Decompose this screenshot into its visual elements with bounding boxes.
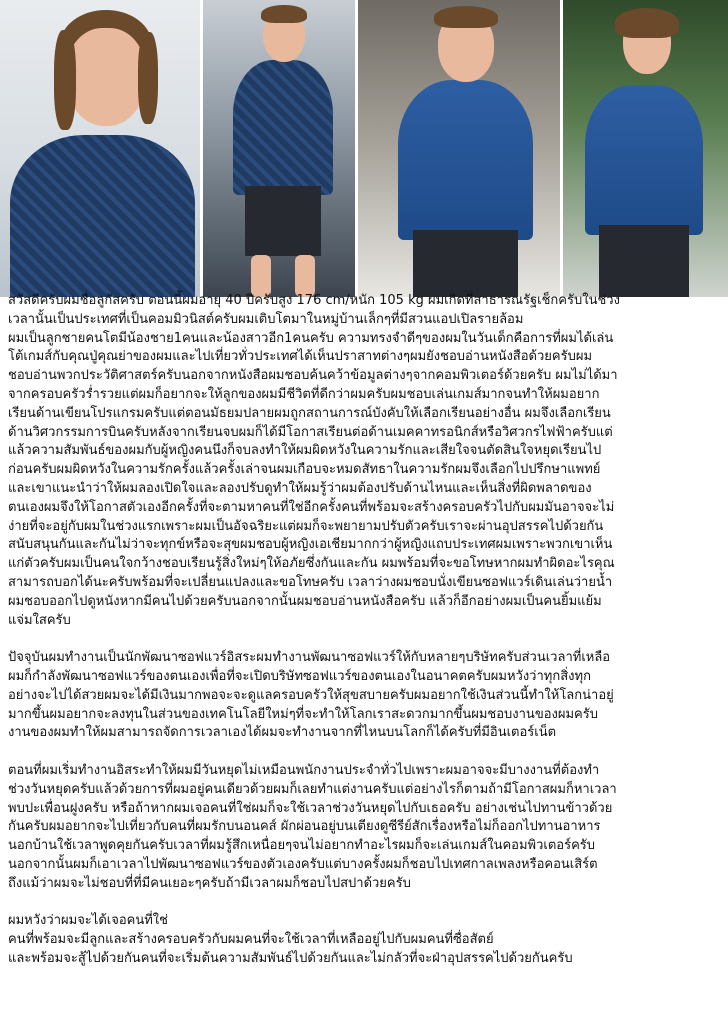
profile-photo-3	[358, 0, 560, 297]
photo-strip	[0, 0, 728, 297]
profile-text	[8, 292, 720, 969]
free-time-paragraph: ตอนที่ผมเริ่มทำงานอิสระทำให้ผมมีวันหยุดไม่เหมือนพนักงานประจำทั่วไปเพราะผมอาจจะมีบางงานที่ต้องทำ ช่วงวันหยุดครับแล้วด้วยการที่ผมอยู่คนเดียวด้วยผมก็เลยทำแต่งานครับแต่อย่างไรก็ตามถ้ามีโอกาสผมก็หาเวลา พบปะเพื่อนฝูงครับ หรือถ้าหากผมเจอคนที่ใช่ผมก็จะใช้เวลาช่วงวันหยุดไปกับเธอครับ อย่างเช่นไปทานข้าวด้วย กันครับผมอยากจะไปเที่ยวกับคนที่ผมรักบนอนคส์ ผักผ่อนอยู่บนเตียงดูซีรีย์สักเรื่องหรือไม่ก็ออกไปทานอาหาร นอกบ้านใช้เวลาพูดคุยกันครับเวลาที่ผมรู้สึกเหนื่อยๆจนไม่อยากทำอะไรผมก็จะเล่นเกมส์ในคอมพิวเตอร์ครับ นอกจากนั้นผมก็เอาเวลาไปพัฒนาซอฟแวร์ของตัวเองครับแต่บางครั้งผมก็ชอบไปเทศกาลเพลงหรือคอนเสิร์ต ถึงแม้ว่าผมจะไม่ชอบที่ที่มีคนเยอะๆครับถ้ามีเวลาผมก็ชอบไปสปาด้วยครับ	[8, 762, 617, 891]
profile-photo-4	[563, 0, 728, 297]
closing-paragraph: ผมหวังว่าผมจะได้เจอคนที่ใช่ คนที่พร้อมจะมีลูกและสร้างครอบครัวกับผมคนที่จะใช้เวลาที่เหลืออยู่ไปกับผมคนที่ซื่อสัตย์ และพร้อมจะสู้ไปด้วยกันคนที่จะเริ่มต้นความสัมพันธ์ไปด้วยกันและไม่กลัวที่จะฝ่าอุปสรรคไปด้วยกันครับ	[8, 913, 573, 966]
work-paragraph: ปัจจุบันผมทำงานเป็นนักพัฒนาซอฟแวร์อิสระผมทำงานพัฒนาซอฟแวร์ให้กับหลายๆบริษัทครับส่วนเวลาที่เหลือ ผมก็กำลังพัฒนาซอฟแวร์ของตนเองเพื่อที่จะเปิดบริษัทซอฟแวร์ของตนเองในอนาคตครับผมหวังว่าทุกสิ่งทุก อย่างจะไปได้สวยผมจะได้มีเงินมากพอจะจะดูแลครอบครัวให้สุขสบายครับผมอยากใช้เงินส่วนนี้ทำให้โลกน่าอยู่ มากขึ้นผมอยากจะลงทุนในส่วนของเทคโนโลยีใหม่ๆที่จะทำให้โลกเราสะดวกมากขึ้นผมชอบงานของผมครับ งานของผมทำให้ผมสามารถจัดการเวลาเองได้ผมจะทำงานจากที่ไหนบนโลกก็ได้ครับที่มีอินเตอร์เน็ต	[8, 650, 614, 741]
profile-photo-2	[203, 0, 355, 297]
intro-paragraph: สวัสดีครับผมชื่อลูกัสครับ ตอนนี้ผมอายุ 40 ปีครับสูง 176 cm/หนัก 105 kg ผมเกิดที่สาธารณรัฐเช็กครับในช่วง เวลานั้นเป็นประเทศที่เป็นคอมมิวนิสต์ครับผมเติบโตมาในหมู่บ้านเล็กๆที่มีสวนแอปเปิลรายล้อม ผมเป็นลูกชายคนโตมีน้องชาย1คนและน้องสาวอีก1คนครับ ความทรงจำดีๆของผมในวันเด็กคือการที่ผมได้เล่น โต้เกมส์กับคุณปู่คุณย่าของผมและไปเที่ยวทั่วประเทศได้เห็นปราสาทต่างๆผมยังชอบอ่านหนังสือด้วยครับผม ชอบอ่านพวกประวัติศาสตร์ครับนอกจากหนังสือผมชอบค้นคว้าข้อมูลต่างๆจากคอมพิวเตอร์ด้วยครับ ผมไม่ได้มา จากครอบครัวร่ำรวยแต่ผมก็อยากจะให้ลูกของผมมีชีวิตที่ดีกว่าผมครับผมชอบเล่นเกมส์มากจนทำให้ผมอยาก เรียนด้านเขียนโปรแกรมครับแต่ตอนมัธยมปลายผมถูกสถานการณ์บังคับให้เลือกเรียนอย่างอื่น ผมจึงเลือกเรียน ด้านวิศวกรรมการบินครับหลังจากเรียนจบผมก็ได้มีโอกาสเรียนต่อด้านเมคคาทรอนิกส์หรือวิศวกรไฟฟ้าครับแต่ แล้วความสัมพันธ์ของผมกับผู้หญิงคนนึงก็จบลงทำให้ผมผิดหวังในความรักและเสียใจจนตัดสินใจหยุดเรียนไป ก่อนครับผมผิดหวังในความรักครั้งแล้วครั้งเล่าจนผมเกือบจะหมดสัทธาในความรักผมจึงเลือกไปปรึกษาแพทย์ และเขาแนะนำว่าให้ผมลองเปิดใจและลองปรับดูทำให้ผมรู้ว่าผมต้องปรับด้านไหนและเห็นสิ่งที่ผิดพลาดของ ตนเองผมจึงให้โอกาสตัวเองอีกครั้งที่จะตามหาคนที่ใช่อีกครั้งคนที่พร้อมจะสร้างครอบครัวไปกับผมมันอาจจะไม่ ง่ายที่จะอยู่กับผมในช่วงแรกเพราะผมเป็นอัจฉริยะแต่ผมก็จะพยายามปรับตัวครับเราจะผ่านอุปสรรคไปด้วยกัน สนับสนุนกันและกันไม่ว่าจะทุกข์หรือจะสุขผมชอบผู้หญิงเอเชียมากกว่าผู้หญิงแถบประเทศผมเพราะพวกเขาเห็น แก่ตัวครับผมเป็นคนใจกว้างชอบเรียนรู้สิ่งใหม่ๆให้อภัยซึ่งกันและกัน ผมพร้อมที่จะขอโทษหากผมทำผิดอะไรคุณ สามารถบอกได้นะครับพร้อมที่จะเปลี่ยนแปลงและขอโทษครับ เวลาว่างผมชอบนั่งเขียนซอฟแวร์เดินเล่นว่ายน้ำ ผมชอบออกไปดูหนังหากมีคนไปด้วยครับนอกจากนั้นผมชอบอ่านหนังสือครับ แล้วก็อีกอย่างผมเป็นคนยิ้มแย้ม แจ่มใสครับ	[8, 293, 620, 628]
profile-photo-1	[0, 0, 200, 297]
